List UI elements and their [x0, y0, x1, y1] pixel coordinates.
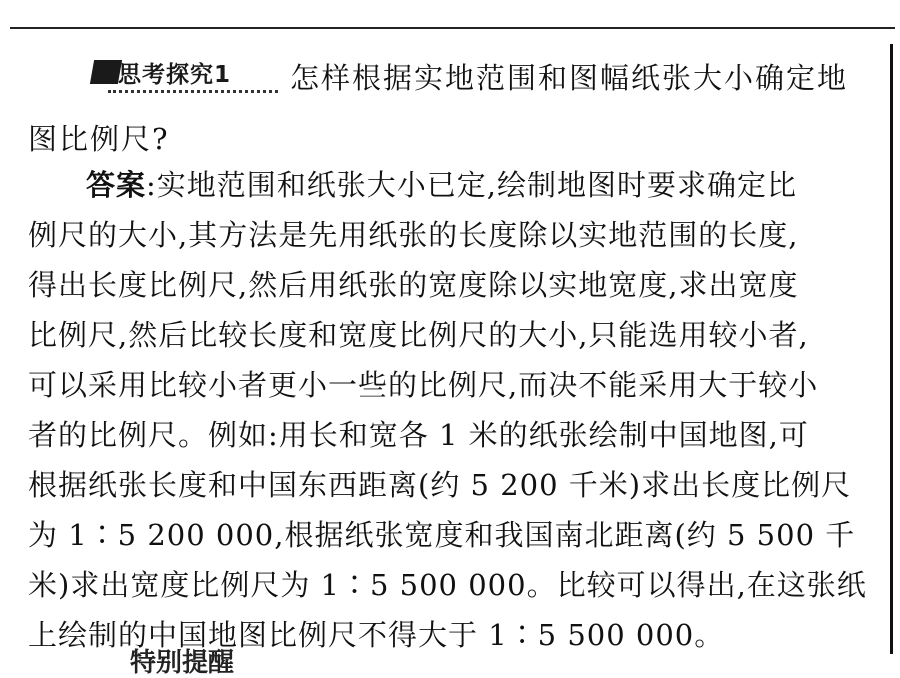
question-line-2: 图比例尺?	[28, 122, 170, 156]
answer-line-1-text: :实地范围和纸张大小已定,绘制地图时要求确定比	[146, 168, 798, 202]
answer-line-8: 为 1∶5 200 000,根据纸张宽度和我国南北距离(约 5 500 千	[28, 518, 856, 552]
answer-line-7: 根据纸张长度和中国东西距离(约 5 200 千米)求出长度比例尺	[28, 468, 852, 502]
answer-line-5: 可以采用比较小者更小一些的比例尺,而决不能采用大于较小	[28, 368, 819, 402]
answer-line-2: 例尺的大小,其方法是先用纸张的长度除以实地范围的长度,	[28, 218, 799, 252]
question-line-1: 怎样根据实地范围和图幅纸张大小确定地	[290, 61, 849, 95]
answer-block	[28, 160, 868, 660]
section-tag-underline	[108, 90, 278, 93]
right-border-line	[890, 44, 893, 654]
top-border-line	[10, 27, 895, 29]
answer-line-10: 上绘制的中国地图比例尺不得大于 1∶5 500 000。	[28, 618, 725, 652]
cut-off-next-heading: 特别提醒	[130, 648, 235, 678]
answer-label: 答案	[86, 168, 147, 202]
answer-line-3: 得出长度比例尺,然后用纸张的宽度除以实地宽度,求出宽度	[28, 268, 799, 302]
answer-line-4: 比例尺,然后比较长度和宽度比例尺的大小,只能选用较小者,	[28, 318, 809, 352]
answer-line-6: 者的比例尺。例如:用长和宽各 1 米的纸张绘制中国地图,可	[28, 418, 809, 452]
section-tag: 思考探究1	[118, 62, 232, 88]
answer-line-9: 米)求出宽度比例尺为 1∶5 500 000。比较可以得出,在这张纸	[28, 568, 867, 602]
answer-line-1	[28, 160, 868, 210]
